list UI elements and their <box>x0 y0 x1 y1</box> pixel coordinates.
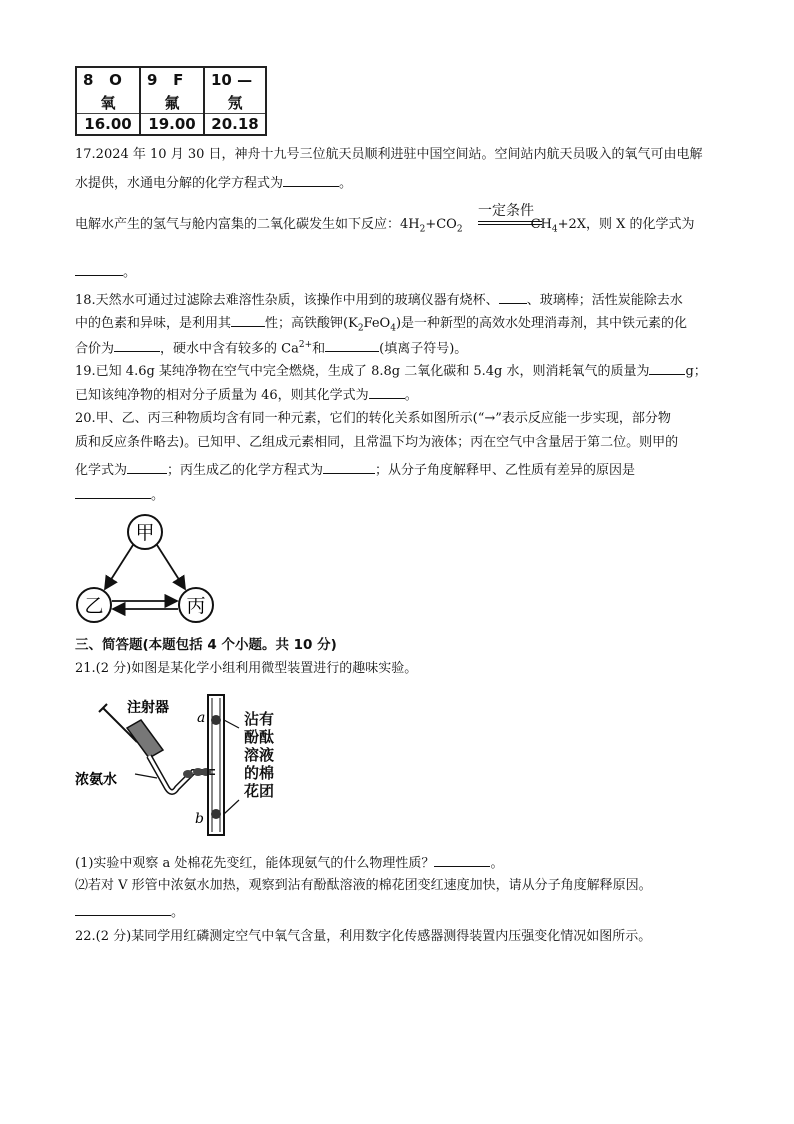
q17-line1: 17.2024 年 10 月 30 日，神舟十九号三位航天员顺利进驻中国空间站。空间站内航天员吸入的氧气可由电解 <box>75 147 703 162</box>
answer-blank[interactable] <box>649 361 685 375</box>
equation-equals-sign <box>478 221 542 225</box>
q22-intro: 22.(2 分)某同学用红磷测定空气中氧气含量，利用数字化传感器测得装置内压强变化情况如图所示。 <box>75 929 652 944</box>
answer-blank[interactable] <box>75 902 171 916</box>
answer-blank[interactable] <box>325 338 379 352</box>
q17-line4: 。 <box>75 262 136 282</box>
answer-blank[interactable] <box>114 338 160 352</box>
element-cell-oxygen <box>77 68 141 134</box>
q17-line3: 电解水产生的氢气与舱内富集的二氧化碳发生如下反应：$4H_2+CO_2$ $CH_4+2X$，则 X 的化学式为 <box>75 217 695 235</box>
q18-line1: 18.天然水可通过过滤除去难溶性杂质，该操作中用到的玻璃仪器有烧杯、 、玻璃棒；活性炭能除去水 <box>75 290 683 310</box>
cotton-ball-b <box>211 809 221 819</box>
q20-line2: 质和反应条件略去)。已知甲、乙组成元素相同，且常温下均为液体；丙在空气中含量居于第二位。则甲的 <box>75 435 679 450</box>
element-name: 氧 <box>100 94 116 112</box>
answer-blank[interactable] <box>75 485 151 499</box>
answer-blank[interactable] <box>283 173 339 187</box>
answer-blank[interactable] <box>499 290 527 304</box>
label-a: a <box>197 710 206 726</box>
syringe-label: 注射器 <box>127 700 169 716</box>
q20-line1: 20.甲、乙、丙三种物质均含有同一种元素，它们的转化关系如图所示(“→”表示反应能一步实现，部分物 <box>75 411 671 426</box>
element-name: 氟 <box>164 94 180 112</box>
element-mass: 16.00 <box>77 113 139 133</box>
cotton-ball-a <box>211 715 221 725</box>
element-number-symbol: 10 — <box>211 71 253 89</box>
q17-line2: 水提供，水通电分解的化学方程式为 。 <box>75 173 352 193</box>
q19-line2: 已知该纯净物的相对分子质量为 46，则其化学式为 。 <box>75 385 418 405</box>
ammonia-label: 浓氨水 <box>75 772 117 788</box>
answer-blank[interactable] <box>75 262 123 276</box>
reaction-condition: 一定条件 <box>478 203 534 219</box>
q19-line1: 19.已知 4.6g 某纯净物在空气中完全燃烧，生成了 8.8g 二氧化碳和 5.4g 水，则消耗氧气的质量为 g； <box>75 361 707 381</box>
answer-blank[interactable] <box>323 460 375 474</box>
element-number-symbol: 8 O <box>83 71 122 89</box>
element-mass: 19.00 <box>141 113 203 133</box>
answer-blank[interactable] <box>231 313 265 327</box>
section-3-title: 三、简答题(本题包括 4 个小题。共 10 分) <box>75 637 337 653</box>
q21-part1: (1)实验中观察 a 处棉花先变红，能体现氨气的什么物理性质？ 。 <box>75 853 503 873</box>
q21-intro: 21.(2 分)如图是某化学小组利用微型装置进行的趣味实验。 <box>75 661 418 676</box>
syringe-barrel <box>127 720 163 758</box>
arrow-jia-to-bing <box>157 545 185 589</box>
cotton-label: 沾有酚酞溶液的棉花团 <box>244 710 275 800</box>
q18-line2: 中的色素和异味，是利用其 性；高铁酸钾$(K_2FeO_4)$是一种新型的高效水处理消毒剂，其中铁元素的化 <box>75 313 687 338</box>
label-b: b <box>195 811 204 827</box>
element-cell-neon <box>205 68 265 134</box>
answer-blank[interactable] <box>369 385 405 399</box>
answer-blank[interactable] <box>434 853 490 867</box>
q20-line4: 。 <box>75 485 164 505</box>
arrow-jia-to-yi <box>105 545 133 589</box>
q21-part2-answer: 。 <box>75 902 184 922</box>
q21-part2: ⑵若对 V 形管中浓氨水加热，观察到沾有酚酞溶液的棉花团变红速度加快，请从分子角度解释原因。 <box>75 878 652 893</box>
answer-blank[interactable] <box>127 460 167 474</box>
node-jia: 甲 <box>135 522 155 544</box>
element-cell-fluorine <box>141 68 205 134</box>
q18-line3: 合价为 ，硬水中含有较多的 $Ca^{2+}$和 (填离子符号)。 <box>75 340 468 357</box>
conversion-diagram <box>70 510 230 625</box>
q20-line3: 化学式为 ；丙生成乙的化学方程式为 ；从分子角度解释甲、乙性质有差异的原因是 <box>75 460 635 480</box>
node-bing: 丙 <box>186 595 206 617</box>
element-mass: 20.18 <box>205 113 265 133</box>
node-yi: 乙 <box>84 595 104 617</box>
element-name: 氖 <box>227 94 243 112</box>
element-table <box>75 66 267 136</box>
element-number-symbol: 9 F <box>147 71 184 89</box>
